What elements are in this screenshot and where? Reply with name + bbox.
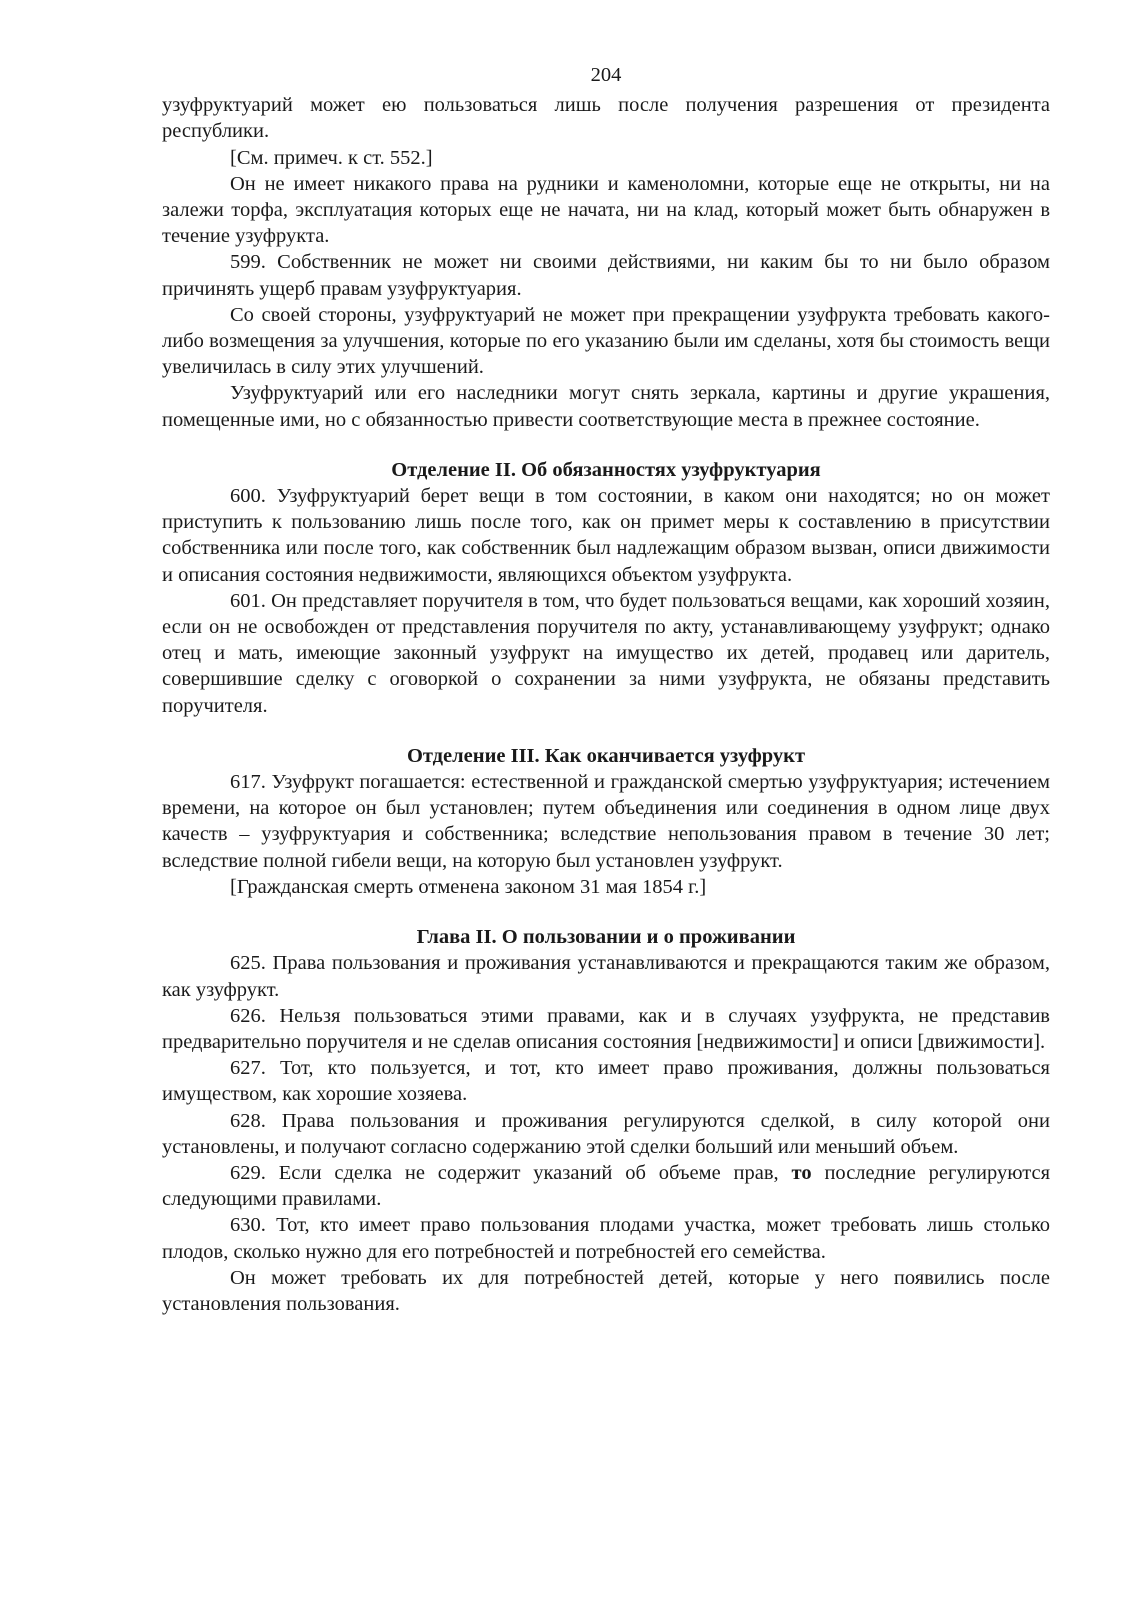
article-629-text-before: 629. Если сделка не содержит указаний об объеме прав, xyxy=(230,1161,792,1184)
article-600: 600. Узуфруктуарий берет вещи в том состоянии, в каком они находятся; но он может приступить к пользованию лишь после того, как он примет меры к составлению в присутствии собственника или после того, как собственник был надлежащим образом вызван, описи движимости и описания состояния недвижимости, являющихся объектом узуфрукта. xyxy=(162,485,1050,586)
article-629-bold-word: то xyxy=(791,1161,812,1184)
page-number: 204 xyxy=(590,64,622,86)
paragraph-improvements: Со своей стороны, узуфруктуарий не может при прекращении узуфрукта требовать какого-либо возмещения за улучшения, которые по его указанию были им сделаны, хотя бы стоимость вещи увеличилась в силу этих улучшений. xyxy=(162,303,1050,379)
article-628: 628. Права пользования и проживания регулируются сделкой, в силу которой они установлены, и получают согласно содержанию этой сделки больший или меньший объем. xyxy=(162,1109,1050,1158)
paragraph-children-needs: Он может требовать их для потребностей детей, которые у него появились после установления пользования. xyxy=(162,1266,1050,1315)
paragraph-note-552: [См. примеч. к ст. 552.] xyxy=(230,146,433,169)
section-heading-2: Отделение II. Об обязанностях узуфруктуария xyxy=(391,458,821,481)
chapter-heading-2: Глава II. О пользовании и о проживании xyxy=(416,926,796,949)
article-626: 626. Нельзя пользоваться этими правами, как и в случаях узуфрукта, не представив предварительно поручителя и не сделав описания состояния [недвижимости] и описи [движимости]. xyxy=(162,1004,1050,1053)
section-heading-3: Отделение III. Как оканчивается узуфрукт xyxy=(406,744,806,767)
article-599: 599. Собственник не может ни своими действиями, ни каким бы то ни было образом причинять ущерб правам узуфруктуария. xyxy=(162,251,1050,300)
article-601: 601. Он представляет поручителя в том, что будет пользоваться вещами, как хороший хозяин, если он не освобожден от представления поручителя по акту, устанавливающему узуфрукт; однако отец и мать, имеющие законный узуфрукт на имущество их детей, продавец или даритель, совершившие сделку с оговоркой о сохранении за ними узуфрукта, не обязаны представить поручителя. xyxy=(162,589,1050,717)
paragraph-mirrors: Узуфруктуарий или его наследники могут снять зеркала, картины и другие украшения, помещенные ими, но с обязанностью привести соответствующие места в прежнее состояние. xyxy=(162,382,1050,431)
paragraph-mines: Он не имеет никакого права на рудники и каменоломни, которые еще не открыты, ни на залежи торфа, эксплуатация которых еще не начата, ни на клад, который может быть обнаружен в течение узуфрукта. xyxy=(162,172,1050,248)
article-625: 625. Права пользования и проживания устанавливаются и прекращаются таким же образом, как узуфрукт. xyxy=(162,952,1050,1001)
article-630: 630. Тот, кто имеет право пользования плодами участка, может требовать лишь столько плодов, сколько нужно для его потребностей и потребностей его семейства. xyxy=(162,1214,1050,1263)
paragraph-continuation: узуфруктуарий может ею пользоваться лишь после получения разрешения от президента республики. xyxy=(162,94,1050,143)
document-page xyxy=(162,62,1050,1317)
paragraph-civil-death-note: [Гражданская смерть отменена законом 31 мая 1854 г.] xyxy=(230,875,707,898)
article-617: 617. Узуфрукт погашается: естественной и гражданской смертью узуфруктуария; истечением времени, на которое он был установлен; путем объединения или соединения в одном лице двух качеств – узуфруктуария и собственника; вследствие непользования правом в течение 30 лет; вследствие полной гибели вещи, на которую был установлен узуфрукт. xyxy=(162,771,1050,872)
article-629-text-after: последние регулируются следующими правилами. xyxy=(162,1161,1050,1211)
article-629 xyxy=(162,1160,1050,1212)
article-627: 627. Тот, кто пользуется, и тот, кто имеет право проживания, должны пользоваться имуществом, как хорошие хозяева. xyxy=(162,1057,1050,1106)
